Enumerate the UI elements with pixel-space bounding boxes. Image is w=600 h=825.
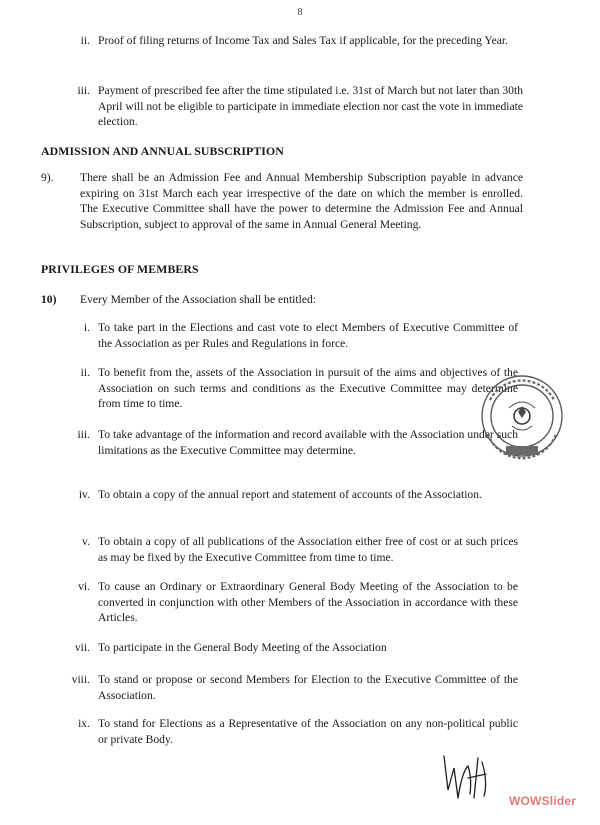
section-heading-privileges: PRIVILEGES OF MEMBERS [41,262,199,276]
item-numeral: iv. [78,488,90,501]
list-item: To participate in the General Body Meeting of the Association [98,641,387,654]
clause-number: 9). [41,171,54,184]
section-heading-admission: ADMISSION AND ANNUAL SUBSCRIPTION [41,144,284,158]
item-numeral: ii. [80,34,90,47]
list-item: To stand or propose or second Members for Election to the Executive Committee of the Association. [98,673,518,702]
item-numeral: ii. [80,366,90,379]
item-numeral: vi. [78,580,90,593]
clause-number: 10) [41,293,57,306]
item-numeral: v. [82,535,90,548]
item-numeral: vii. [74,641,90,654]
watermark: WOWSlider [509,794,577,808]
signature-icon [438,748,498,806]
item-numeral: iii. [77,84,90,97]
list-item: To benefit from the, assets of the Association in pursuit of the aims and objectives of the Association on such terms and conditions as the Executive Committee may determine from time to time. [98,366,518,411]
page-number: 8 [297,7,303,18]
clause-text: There shall be an Admission Fee and Annual Membership Subscription payable in advance expiring on 31st March each year irrespective of the date on which the member is enrolled. The Executive Committee shall have the power to determine the Admission Fee and Annual Subscription, subject to approval of the same in Annual General Meeting. [80,171,523,231]
list-item: Payment of prescribed fee after the time stipulated i.e. 31st of March but not later than 30th April will not be eligible to participate in immediate election nor cast the vote in immediate election. [98,84,523,129]
list-item: To cause an Ordinary or Extraordinary General Body Meeting of the Association to be converted in conjunction with other Members of the Association in accordance with these Articles. [98,580,518,625]
list-item: To take advantage of the information and record available with the Association under such limitations as the Executive Committee may determine. [98,428,518,457]
item-numeral: ix. [78,717,90,730]
item-numeral: iii. [77,428,90,441]
list-item: Proof of filing returns of Income Tax and Sales Tax if applicable, for the preceding Year. [98,34,509,47]
official-stamp-icon [476,360,568,472]
list-item: To stand for Elections as a Representative of the Association on any non-political public or private Body. [98,717,518,746]
item-numeral: i. [83,321,90,334]
clause-intro: Every Member of the Association shall be entitled: [80,293,317,306]
list-item: To obtain a copy of all publications of the Association either free of cost or at such prices as may be fixed by the Executive Committee from time to time. [98,535,518,564]
list-item: To obtain a copy of the annual report and statement of accounts of the Association. [98,488,482,501]
list-item: To take part in the Elections and cast vote to elect Members of Executive Committee of the Association as per Rules and Regulations in force. [98,321,518,350]
item-numeral: viii. [71,673,90,686]
